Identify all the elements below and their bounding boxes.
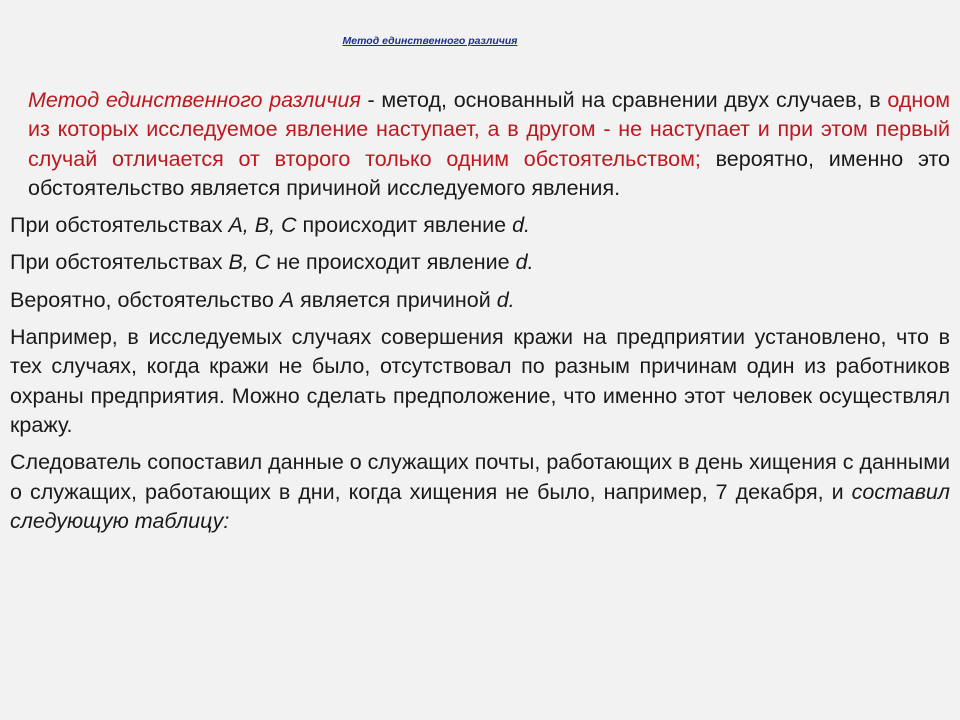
condition-2-circumstances: В, С (228, 250, 271, 275)
conclusion-circumstance: А (279, 287, 295, 312)
condition-1-middle: происходит явление (296, 213, 513, 238)
conclusion-prefix: Вероятно, обстоятельство (10, 287, 280, 312)
slide-title: Метод единственного различия (342, 35, 518, 47)
slide-body (10, 86, 950, 544)
condition-2-phenomenon: d. (515, 250, 534, 275)
investigator-text: Следователь сопоставил данные о служащих почты, работающих в день хищения с данными о служащих, работающих в дни, когда хищения не было, например, 7 декабря, и (10, 450, 950, 504)
table-reference: составил следующую таблицу: (10, 479, 950, 533)
investigator-paragraph (10, 448, 950, 536)
example-paragraph: Например, в исследуемых случаях совершения кражи на предприятии установлено, что в тех случаях, когда кражи не было, отсутствовал по разным причинам один из работников охраны предприятия. Можно сделать предположение, что именно этот человек осуществлял кражу. (10, 325, 950, 437)
condition-2-prefix: При обстоятельствах (10, 250, 229, 275)
definition-paragraph (10, 86, 950, 203)
condition-1-prefix: При обстоятельствах (10, 213, 229, 238)
conclusion-phenomenon: d. (496, 287, 515, 312)
condition-line-1 (10, 211, 950, 240)
method-term: Метод единственного различия (28, 88, 361, 112)
condition-1-circumstances: А, В, С (228, 213, 297, 238)
condition-1-phenomenon: d. (512, 213, 531, 238)
conclusion-middle: является причиной (294, 287, 497, 312)
conclusion-line (10, 286, 950, 315)
definition-highlight: одном из которых исследуемое явление наступает, а в другом - не наступает и при этом первый случай отличается от второго только одним обстоятельством; (28, 88, 950, 171)
condition-line-2 (10, 248, 950, 277)
condition-2-middle: не происходит явление (270, 250, 516, 275)
definition-text-2: вероятно, именно это обстоятельство является причиной исследуемого явления. (28, 146, 951, 200)
definition-text-1: - метод, основанный на сравнении двух случаев, в (360, 88, 888, 112)
